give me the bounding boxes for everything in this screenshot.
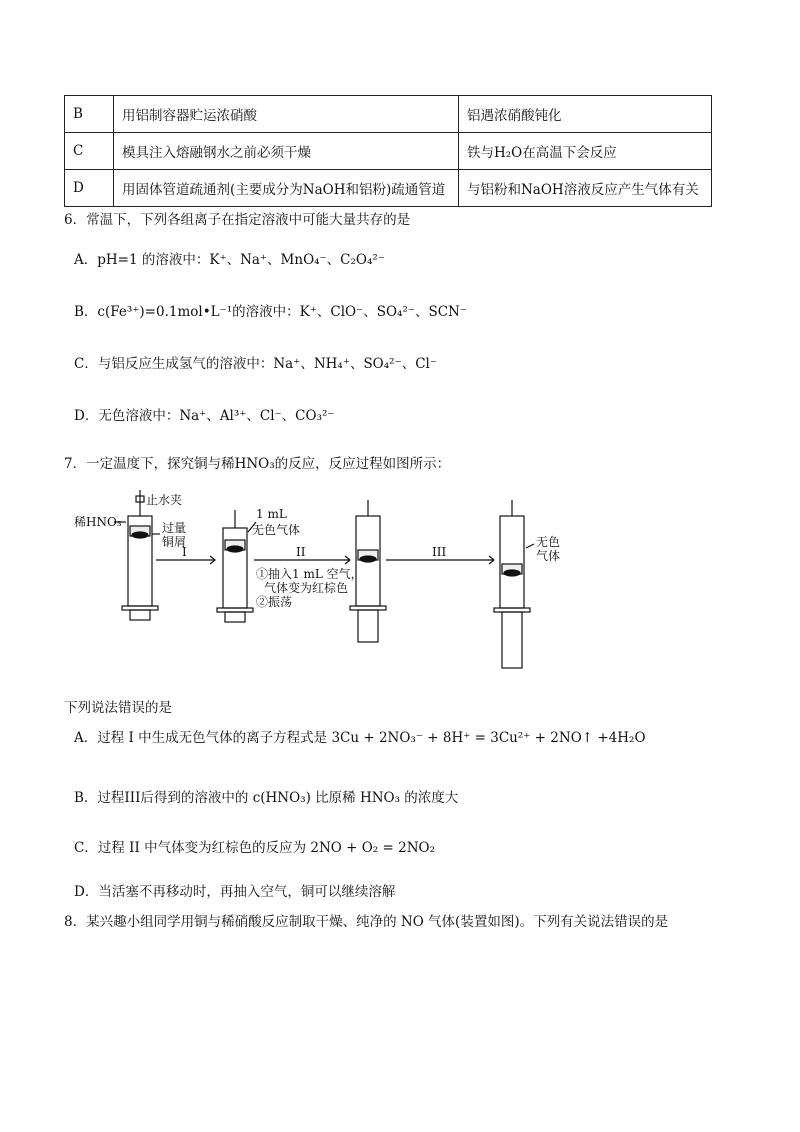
label-cu1: 过量 xyxy=(162,521,187,535)
label-gas: 无色气体 xyxy=(252,523,301,537)
table-row xyxy=(65,170,712,207)
q7-option-b: B．过程III后得到的溶液中的 c(HNO₃) 比原稀 HNO₃ 的浓度大 xyxy=(74,790,459,806)
syringe-1 xyxy=(122,490,158,620)
label-acid: 稀HNO₃ xyxy=(74,515,122,529)
label-1ml: 1 mL xyxy=(256,507,287,521)
options-table xyxy=(64,95,712,207)
apparatus-figure xyxy=(70,488,650,678)
row-method: 模具注入熔融钢水之前必须干燥 xyxy=(114,133,459,170)
label-cu2: 铜屑 xyxy=(162,535,187,549)
row-method: 用铝制容器贮运浓硝酸 xyxy=(114,96,459,133)
label-gas2-b: 气体 xyxy=(536,549,561,563)
q7-option-c: C．过程 II 中气体变为红棕色的反应为 2NO + O₂ = 2NO₂ xyxy=(74,840,435,856)
step-1-label: I xyxy=(182,545,187,559)
step-3-label: III xyxy=(432,545,447,559)
q6-option-b: B．c(Fe³⁺)=0.1mol•L⁻¹的溶液中：K⁺、ClO⁻、SO₄²⁻、SCN⁻ xyxy=(74,304,467,320)
syringe-4 xyxy=(494,500,530,668)
syringe-2 xyxy=(217,510,253,622)
q6-option-c: C．与铝反应生成氢气的溶液中：Na⁺、NH₄⁺、SO₄²⁻、Cl⁻ xyxy=(74,356,437,372)
row-reason: 铝遇浓硝酸钝化 xyxy=(459,96,712,133)
q7-option-d: D．当活塞不再移动时，再抽入空气，铜可以继续溶解 xyxy=(74,884,396,900)
q6-option-d: D．无色溶液中：Na⁺、Al³⁺、Cl⁻、CO₃²⁻ xyxy=(74,408,335,424)
step-2-note-1: ①抽入1 mL 空气， xyxy=(256,567,363,581)
q8-stem: 8．某兴趣小组同学用铜与稀硝酸反应制取干燥、纯净的 NO 气体(装置如图)。下列有关说法错误的是 xyxy=(64,914,669,930)
table-row xyxy=(65,133,712,170)
q7-option-a: A．过程 I 中生成无色气体的离子方程式是 3Cu + 2NO₃⁻ + 8H⁺ = 3Cu²⁺ + 2NO↑ +4H₂O xyxy=(74,730,646,746)
row-reason: 与铝粉和NaOH溶液反应产生气体有关 xyxy=(459,170,712,207)
q6-stem: 6．常温下，下列各组离子在指定溶液中可能大量共存的是 xyxy=(64,212,411,228)
step-2-label: II xyxy=(296,545,306,559)
label-clamp: 止水夹 xyxy=(146,493,183,507)
label-gas2-a: 无色 xyxy=(536,535,561,549)
table-row xyxy=(65,96,712,133)
row-key: B xyxy=(65,96,114,133)
q6-option-a: A．pH=1 的溶液中：K⁺、Na⁺、MnO₄⁻、C₂O₄²⁻ xyxy=(74,252,385,268)
row-reason: 铁与H₂O在高温下会反应 xyxy=(459,133,712,170)
step-2-note-2: 气体变为红棕色 xyxy=(264,581,349,595)
step-2-note-3: ②振荡 xyxy=(256,595,293,609)
row-key: C xyxy=(65,133,114,170)
q7-stem: 7．一定温度下，探究铜与稀HNO₃的反应，反应过程如图所示： xyxy=(64,456,451,472)
row-key: D xyxy=(65,170,114,207)
row-method: 用固体管道疏通剂(主要成分为NaOH和铝粉)疏通管道 xyxy=(114,170,459,207)
q7-ask: 下列说法错误的是 xyxy=(64,700,172,716)
